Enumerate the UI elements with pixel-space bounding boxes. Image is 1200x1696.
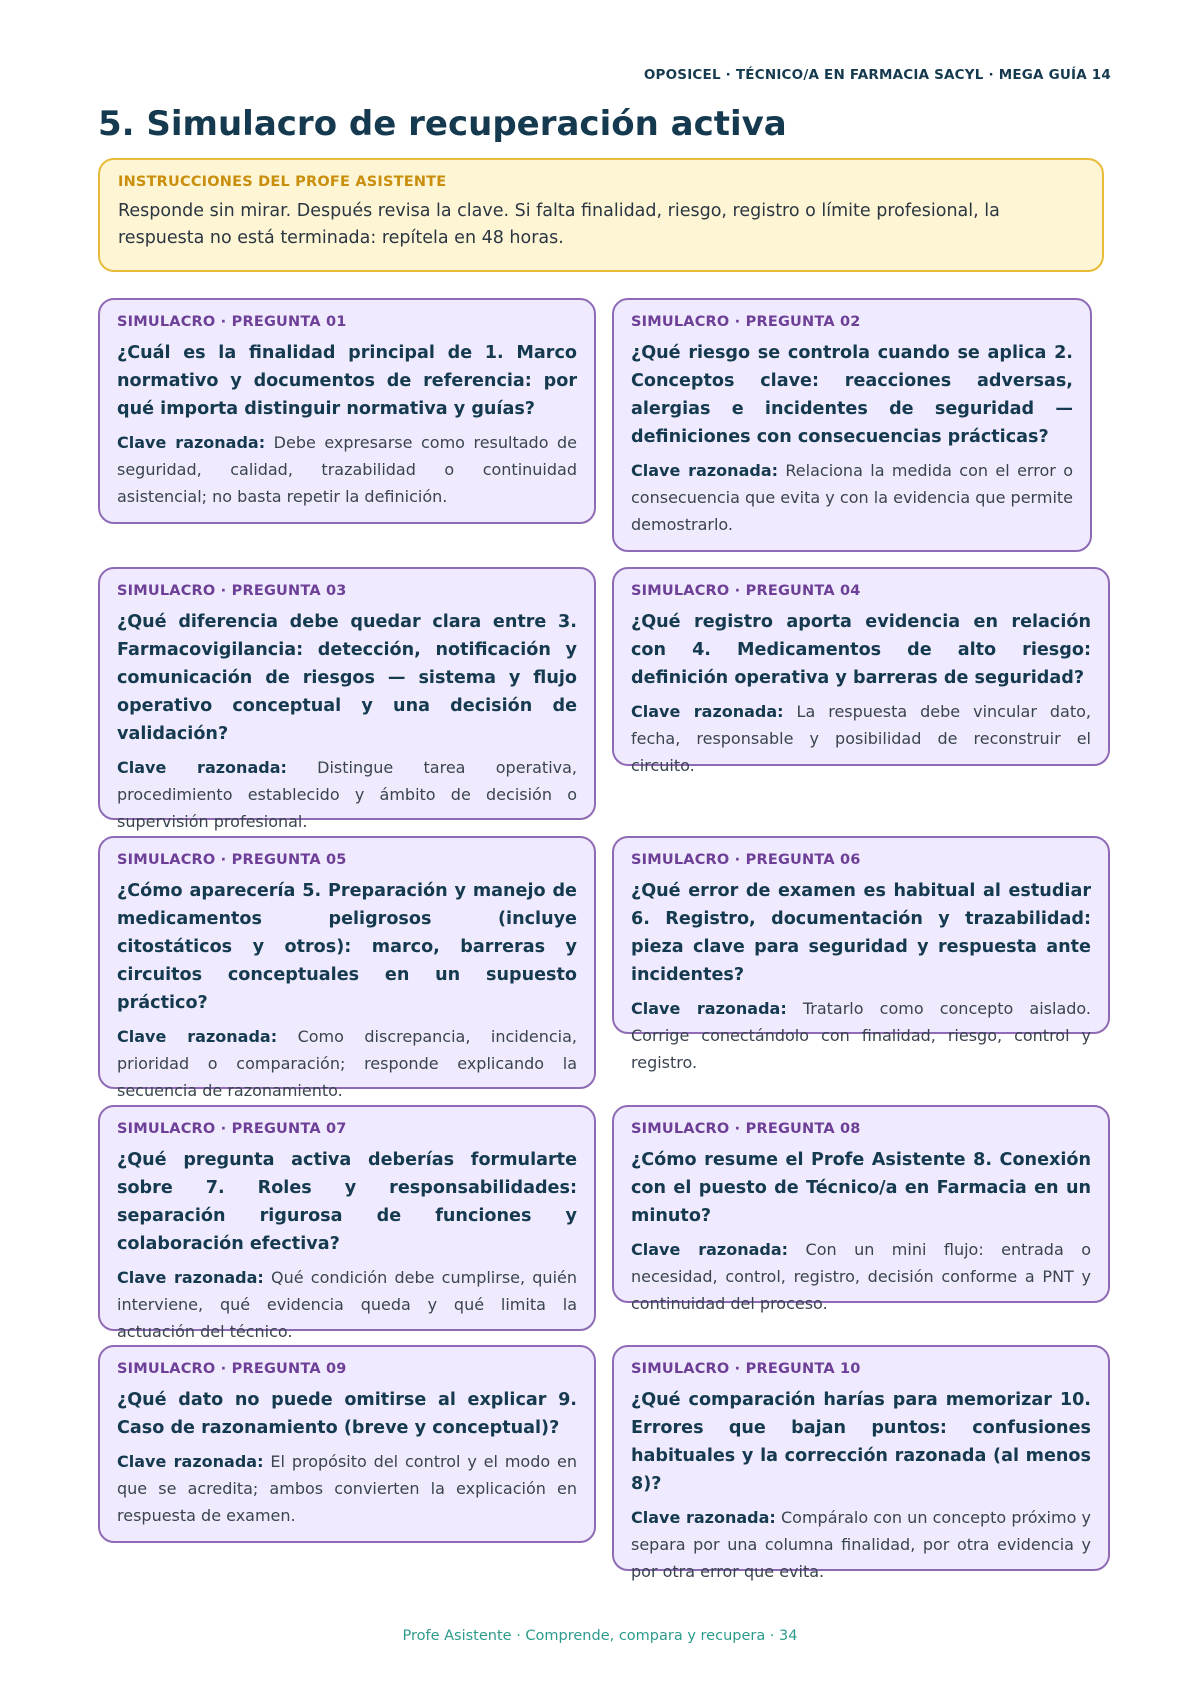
card-label: SIMULACRO · PREGUNTA 09 (117, 1361, 347, 1377)
instructions-label: INSTRUCCIONES DEL PROFE ASISTENTE (118, 174, 447, 190)
card-label: SIMULACRO · PREGUNTA 04 (631, 583, 861, 599)
answer-key-label: Clave razonada: (631, 1508, 776, 1527)
card-question: ¿Cuál es la finalidad principal de 1. Marco normativo y documentos de referencia: por qué importa distinguir normativa y guías? (117, 343, 577, 419)
instructions-text: Responde sin mirar. Después revisa la clave. Si falta finalidad, riesgo, registro o límite profesional, la respuesta no está terminada: repítela en 48 horas. (118, 201, 1000, 248)
instructions-box (98, 158, 1104, 272)
answer-key-label: Clave razonada: (631, 999, 787, 1018)
answer-text: Como discrepancia, incidencia, prioridad o comparación; responde explicando la secuencia de razonamiento. (117, 1027, 577, 1100)
answer-text: El propósito del control y el modo en que se acredita; ambos convierten la explicación en respuesta de examen. (117, 1452, 578, 1525)
page-footer: Profe Asistente · Comprende, compara y recupera · 34 (402, 1628, 798, 1644)
answer-text: La respuesta debe vincular dato, fecha, responsable y posibilidad de reconstruir el circuito. (631, 702, 1091, 775)
card-label: SIMULACRO · PREGUNTA 07 (117, 1121, 347, 1137)
answer-key-label: Clave razonada: (117, 1452, 264, 1471)
card-answer (117, 754, 577, 835)
card-answer (117, 429, 577, 510)
question-card-06 (612, 836, 1110, 1072)
question-card-02 (612, 298, 1092, 552)
answer-key-label: Clave razonada: (117, 758, 287, 777)
card-label: SIMULACRO · PREGUNTA 01 (117, 314, 347, 330)
question-card-09 (98, 1345, 596, 1543)
answer-text: Tratarlo como concepto aislado. Corrige conectándolo con finalidad, riesgo, control y registro. (631, 999, 1091, 1072)
answer-text: Con un mini flujo: entrada o necesidad, control, registro, decisión conforme a PNT y continuidad del proceso. (631, 1240, 1092, 1313)
question-card-07 (98, 1105, 596, 1341)
card-question: ¿Qué pregunta activa deberías formularte sobre 7. Roles y responsabilidades: separación rigurosa de funciones y colaboración efectiva? (117, 1150, 577, 1254)
card-question: ¿Qué comparación harías para memorizar 10. Errores que bajan puntos: confusiones habituales y la corrección razonada (al menos 8)? (631, 1390, 1091, 1494)
answer-text: Distingue tarea operativa, procedimiento establecido y ámbito de decisión o supervisión profesional. (117, 758, 577, 831)
card-question: ¿Qué registro aporta evidencia en relación con 4. Medicamentos de alto riesgo: definición operativa y barreras de seguridad? (631, 612, 1091, 688)
card-answer (631, 1236, 1091, 1317)
card-label: SIMULACRO · PREGUNTA 05 (117, 852, 347, 868)
card-question: ¿Cómo aparecería 5. Preparación y manejo de medicamentos peligrosos (incluye citostáticos y otros): marco, barreras y circuitos conceptuales en un supuesto práctico? (117, 881, 577, 1013)
question-card-04 (612, 567, 1110, 775)
card-answer (117, 1448, 577, 1529)
answer-key-label: Clave razonada: (631, 1240, 789, 1259)
answer-key-label: Clave razonada: (117, 1268, 264, 1287)
question-card-01 (98, 298, 596, 524)
answer-key-label: Clave razonada: (117, 1027, 278, 1046)
page-title: 5. Simulacro de recuperación activa (98, 104, 787, 144)
answer-text: Relaciona la medida con el error o consecuencia que evita y con la evidencia que permite demostrarlo. (631, 461, 1073, 534)
answer-key-label: Clave razonada: (117, 433, 266, 452)
question-card-08 (612, 1105, 1110, 1313)
answer-text: Debe expresarse como resultado de seguridad, calidad, trazabilidad o continuidad asistencial; no basta repetir la definición. (117, 433, 578, 506)
question-card-05 (98, 836, 596, 1100)
card-answer (631, 1504, 1091, 1585)
card-question: ¿Qué error de examen es habitual al estudiar 6. Registro, documentación y trazabilidad: pieza clave para seguridad y respuesta ante incidentes? (631, 881, 1091, 985)
card-answer (117, 1023, 577, 1104)
answer-text: Compáralo con un concepto próximo y separa por una columna finalidad, por otra evidencia y por otra error que evita. (631, 1508, 1092, 1581)
card-label: SIMULACRO · PREGUNTA 03 (117, 583, 347, 599)
card-label: SIMULACRO · PREGUNTA 08 (631, 1121, 861, 1137)
card-answer (117, 1264, 577, 1345)
card-question: ¿Qué dato no puede omitirse al explicar 9. Caso de razonamiento (breve y conceptual)? (117, 1390, 577, 1438)
card-label: SIMULACRO · PREGUNTA 02 (631, 314, 861, 330)
card-answer (631, 457, 1073, 538)
card-question: ¿Cómo resume el Profe Asistente 8. Conexión con el puesto de Técnico/a en Farmacia en un minuto? (631, 1150, 1091, 1226)
card-label: SIMULACRO · PREGUNTA 10 (631, 1361, 861, 1377)
card-answer (631, 698, 1091, 779)
running-header: OPOSICEL · TÉCNICO/A EN FARMACIA SACYL · MEGA GUÍA 14 (643, 67, 1111, 83)
card-answer (631, 995, 1091, 1076)
answer-key-label: Clave razonada: (631, 461, 779, 480)
question-card-10 (612, 1345, 1110, 1581)
card-question: ¿Qué diferencia debe quedar clara entre 3. Farmacovigilancia: detección, notificación y comunicación de riesgos — sistema y flujo operativo conceptual y una decisión de validación? (117, 612, 577, 744)
question-card-03 (98, 567, 596, 831)
card-label: SIMULACRO · PREGUNTA 06 (631, 852, 861, 868)
answer-key-label: Clave razonada: (631, 702, 784, 721)
answer-text: Qué condición debe cumplirse, quién interviene, qué evidencia queda y qué limita la actuación del técnico. (117, 1268, 578, 1341)
card-question: ¿Qué riesgo se controla cuando se aplica 2. Conceptos clave: reacciones adversas, alergias e incidentes de seguridad — definiciones con consecuencias prácticas? (631, 343, 1073, 447)
